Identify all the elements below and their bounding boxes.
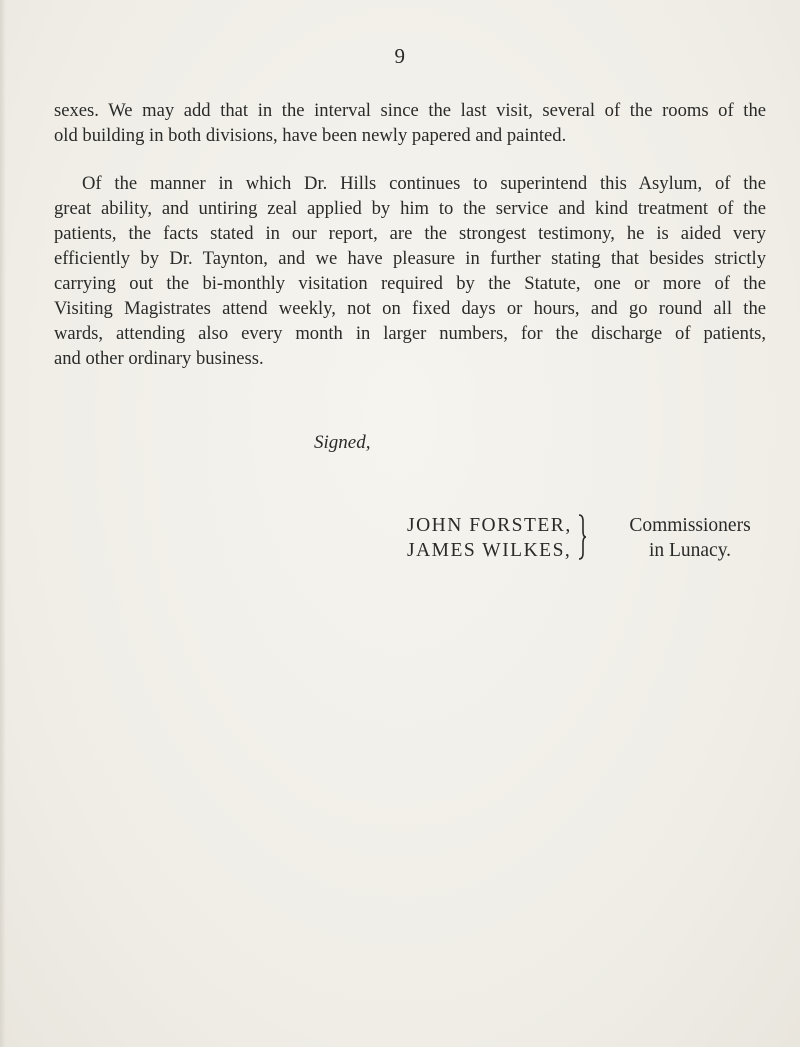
paragraph-line: patients, the facts stated in our report, are the strongest testimony, he is aided very <box>54 223 766 244</box>
signatory-name: JOHN FORSTER, <box>407 515 572 536</box>
paragraph-line: efficiently by Dr. Taynton, and we have pleasure in further stating that besides strictly <box>54 248 766 269</box>
paragraph-line: wards, attending also every month in larger numbers, for the discharge of patients, <box>54 323 766 344</box>
page-number: 9 <box>394 44 406 68</box>
paragraph-line: old building in both divisions, have been newly papered and painted. <box>54 125 567 146</box>
paragraph-2 <box>54 171 766 371</box>
paragraph-line: sexes. We may add that in the interval since the last visit, several of the rooms of the <box>54 100 766 121</box>
signatory-title-line: in Lunacy. <box>648 540 732 561</box>
paragraph-line: carrying out the bi-monthly visitation required by the Statute, one or more of the <box>54 273 766 294</box>
signed-label: Signed, <box>314 432 371 453</box>
signatory-names <box>407 513 572 563</box>
signatory-name: JAMES WILKES, <box>407 540 572 561</box>
paragraph-line: great ability, and untiring zeal applied by him to the service and kind treatment of the <box>54 198 766 219</box>
paragraph-1 <box>54 98 766 148</box>
signatory-title <box>600 513 780 563</box>
paragraph-line: and other ordinary business. <box>54 348 264 369</box>
curly-brace-icon <box>577 513 587 561</box>
signatory-title-line: Commissioners <box>629 515 751 536</box>
paragraph-line: Of the manner in which Dr. Hills continues to superintend this Asylum, of the <box>82 173 766 194</box>
page-edge-shadow <box>0 0 6 1047</box>
paragraph-line: Visiting Magistrates attend weekly, not on fixed days or hours, and go round all the <box>54 298 766 319</box>
